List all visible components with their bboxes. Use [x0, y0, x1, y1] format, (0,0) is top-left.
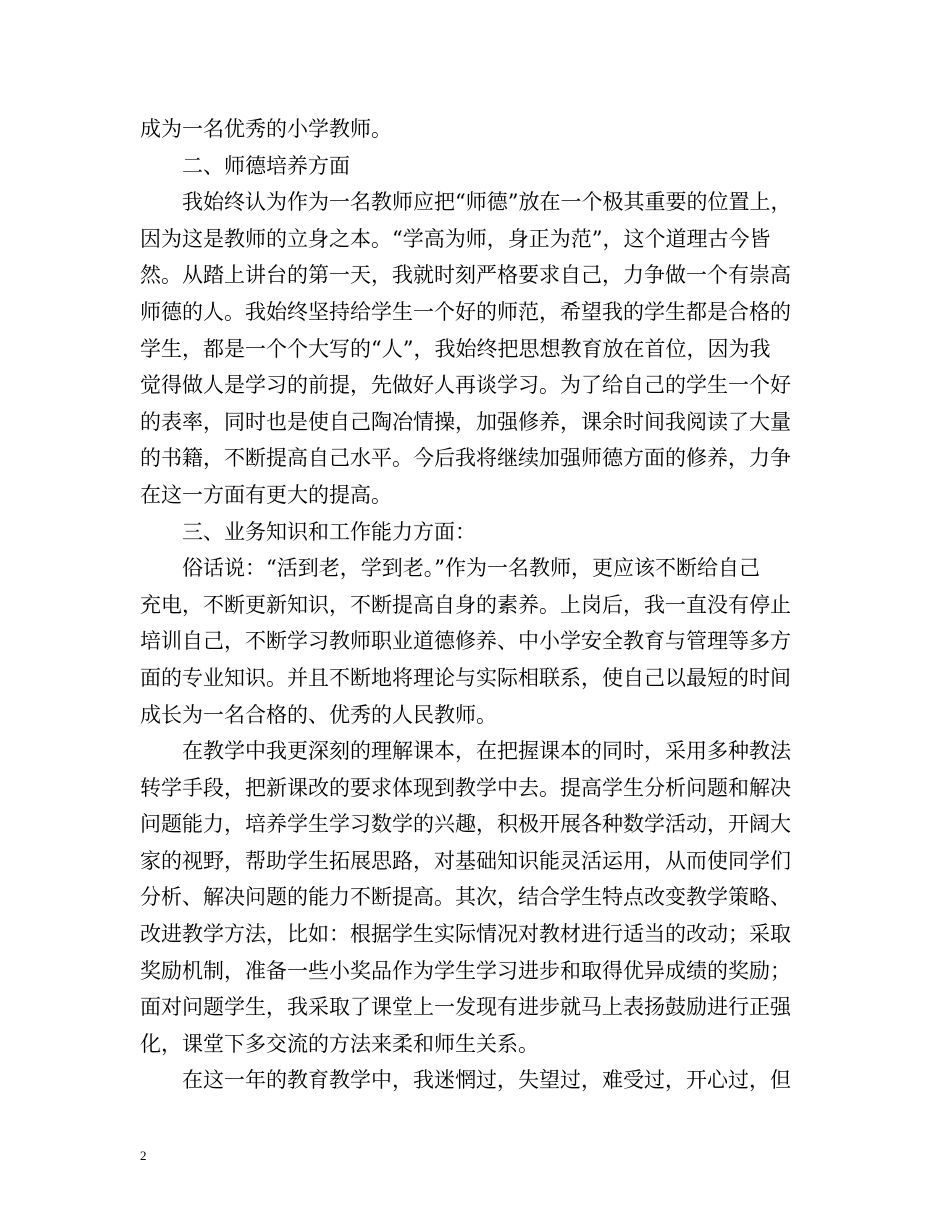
- text-line: 的表率，同时也是使自己陶冶情操，加强修养，课余时间我阅读了大量: [140, 409, 791, 434]
- section-heading: 三、业务知识和工作能力方面：: [182, 519, 476, 544]
- text-line: 奖励机制，准备一些小奖品作为学生学习进步和取得优异成绩的奖励；: [140, 958, 791, 983]
- text-line: 觉得做人是学习的前提，先做好人再谈学习。为了给自己的学生一个好: [140, 373, 791, 398]
- text-line: 我始终认为作为一名教师应把“师德”放在一个极其重要的位置上，: [182, 190, 792, 215]
- text-line: 师德的人。我始终坚持给学生一个好的师范，希望我的学生都是合格的: [140, 299, 791, 324]
- text-line: 问题能力，培养学生学习数学的兴趣，积极开展各种数学活动，开阔大: [140, 812, 791, 837]
- text-line: 充电，不断更新知识，不断提高自身的素养。上岗后，我一直没有停止: [140, 592, 791, 617]
- text-line: 然。从踏上讲台的第一天，我就时刻严格要求自己，力争做一个有崇高: [140, 263, 791, 288]
- text-line: 转学手段，把新课改的要求体现到教学中去。提高学生分析问题和解决: [140, 775, 791, 800]
- text-line: 分析、解决问题的能力不断提高。其次，结合学生特点改变教学策略、: [140, 885, 791, 910]
- text-line: 培训自己，不断学习教师职业道德修养、中小学安全教育与管理等多方: [140, 629, 791, 654]
- page-number: 2: [140, 1148, 147, 1163]
- text-line: 家的视野，帮助学生拓展思路，对基础知识能灵活运用，从而使同学们: [140, 848, 791, 873]
- section-heading: 二、师德培养方面: [182, 153, 350, 178]
- text-line: 面的专业知识。并且不断地将理论与实际相联系，使自己以最短的时间: [140, 665, 791, 690]
- text-line: 俗话说：“活到老，学到老。”作为一名教师，更应该不断给自己: [182, 556, 760, 581]
- text-line: 的书籍，不断提高自己水平。今后我将继续加强师德方面的修养，力争: [140, 446, 791, 471]
- text-line: 在教学中我更深刻的理解课本，在把握课本的同时，采用多种教法: [182, 739, 791, 764]
- text-line: 在这一年的教育教学中，我迷惘过，失望过，难受过，开心过，但: [182, 1068, 791, 1093]
- text-line: 在这一方面有更大的提高。: [140, 482, 392, 507]
- text-line: 面对问题学生，我采取了课堂上一发现有进步就马上表扬鼓励进行正强: [140, 995, 791, 1020]
- text-line: 成为一名优秀的小学教师。: [140, 117, 392, 141]
- text-line: 化，课堂下多交流的方法来柔和师生关系。: [140, 1031, 539, 1056]
- text-line: 改进教学方法，比如：根据学生实际情况对教材进行适当的改动；采取: [140, 922, 791, 947]
- text-line: 学生，都是一个个大写的“人”，我始终把思想教育放在首位，因为我: [140, 336, 771, 361]
- document-body: [140, 111, 825, 1099]
- text-line: 成长为一名合格的、优秀的人民教师。: [140, 702, 497, 727]
- text-line: 因为这是教师的立身之本。“学高为师，身正为范”，这个道理古今皆: [140, 226, 771, 251]
